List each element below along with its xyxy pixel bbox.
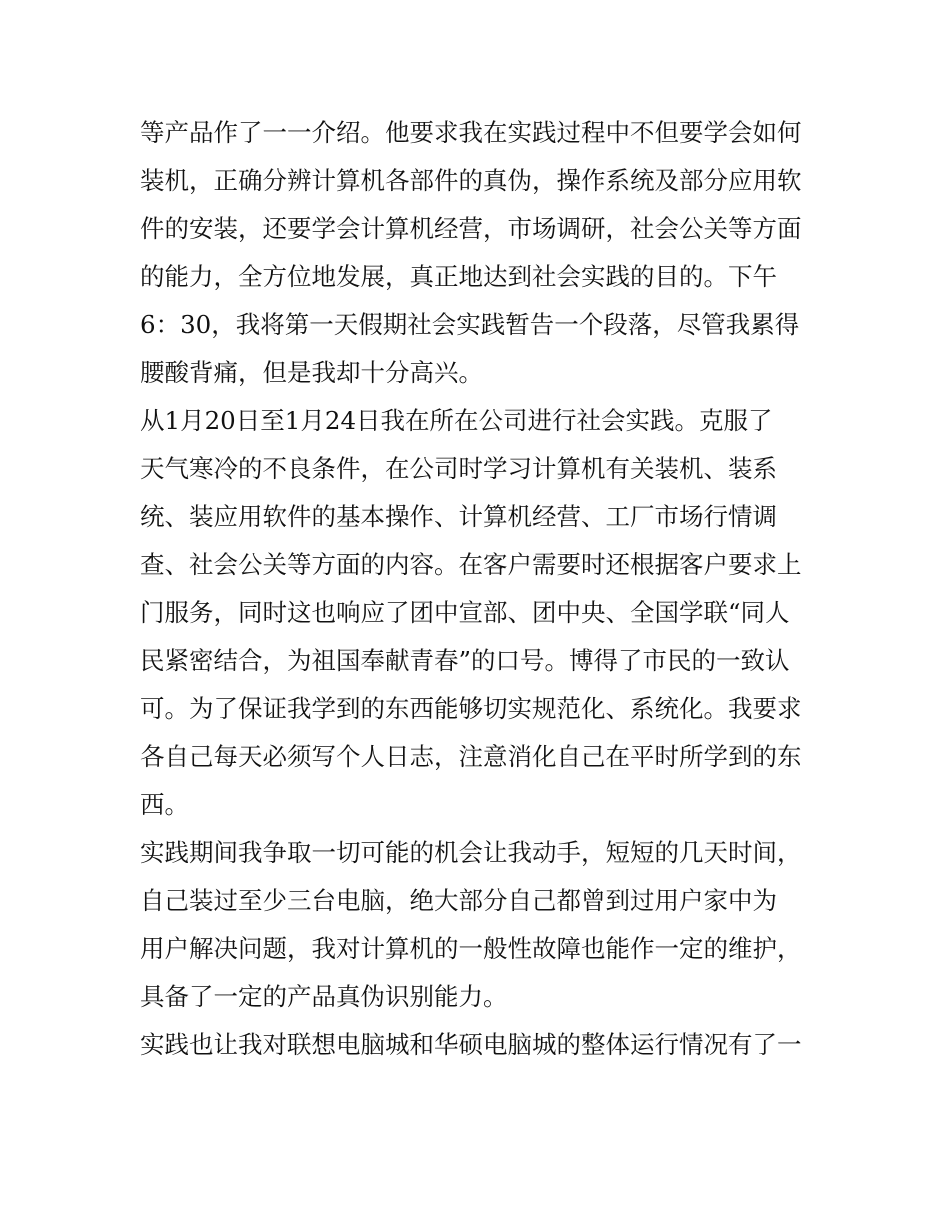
paragraph-1 [140, 109, 812, 397]
text-line: 6：30，我将第一天假期社会实践暂告一个段落，尽管我累得 [140, 310, 800, 339]
text-line: 门服务，同时这也响应了团中宣部、团中央、全国学联“同人 [140, 598, 790, 627]
paragraph-2 [140, 397, 812, 829]
paragraph-4 [140, 1021, 812, 1069]
document-body [140, 109, 812, 1069]
text-line: 件的安装，还要学会计算机经营，市场调研，社会公关等方面 [140, 214, 802, 243]
text-line: 查、社会公关等方面的内容。在客户需要时还根据客户要求上 [140, 550, 802, 579]
text-line: 天气寒冷的不良条件，在公司时学习计算机有关装机、装系 [140, 454, 777, 483]
text-line: 具备了一定的产品真伪识别能力。 [140, 982, 508, 1011]
text-line: 的能力，全方位地发展，真正地达到社会实践的目的。下午 [140, 262, 777, 291]
text-line: 可。为了保证我学到的东西能够切实规范化、系统化。我要求 [140, 694, 802, 723]
text-line: 从1月20日至1月24日我在所在公司进行社会实践。克服了 [140, 406, 773, 435]
text-line: 实践也让我对联想电脑城和华硕电脑城的整体运行情况有了一 [140, 1030, 802, 1059]
text-line: 腰酸背痛，但是我却十分高兴。 [140, 358, 483, 387]
text-line: 用户解决问题，我对计算机的一般性故障也能作一定的维护， [140, 934, 802, 963]
text-line: 自己装过至少三台电脑，绝大部分自己都曾到过用户家中为 [140, 886, 777, 915]
text-line: 民紧密结合，为祖国奉献青春”的口号。博得了市民的一致认 [140, 646, 790, 675]
text-line: 等产品作了一一介绍。他要求我在实践过程中不但要学会如何 [140, 118, 802, 147]
paragraph-3 [140, 829, 812, 1021]
text-line: 装机，正确分辨计算机各部件的真伪，操作系统及部分应用软 [140, 166, 802, 195]
text-line: 实践期间我争取一切可能的机会让我动手，短短的几天时间， [140, 838, 802, 867]
text-line: 各自己每天必须写个人日志，注意消化自己在平时所学到的东 [140, 742, 802, 771]
text-line: 统、装应用软件的基本操作、计算机经营、工厂市场行情调 [140, 502, 777, 531]
text-line: 西。 [140, 790, 189, 819]
